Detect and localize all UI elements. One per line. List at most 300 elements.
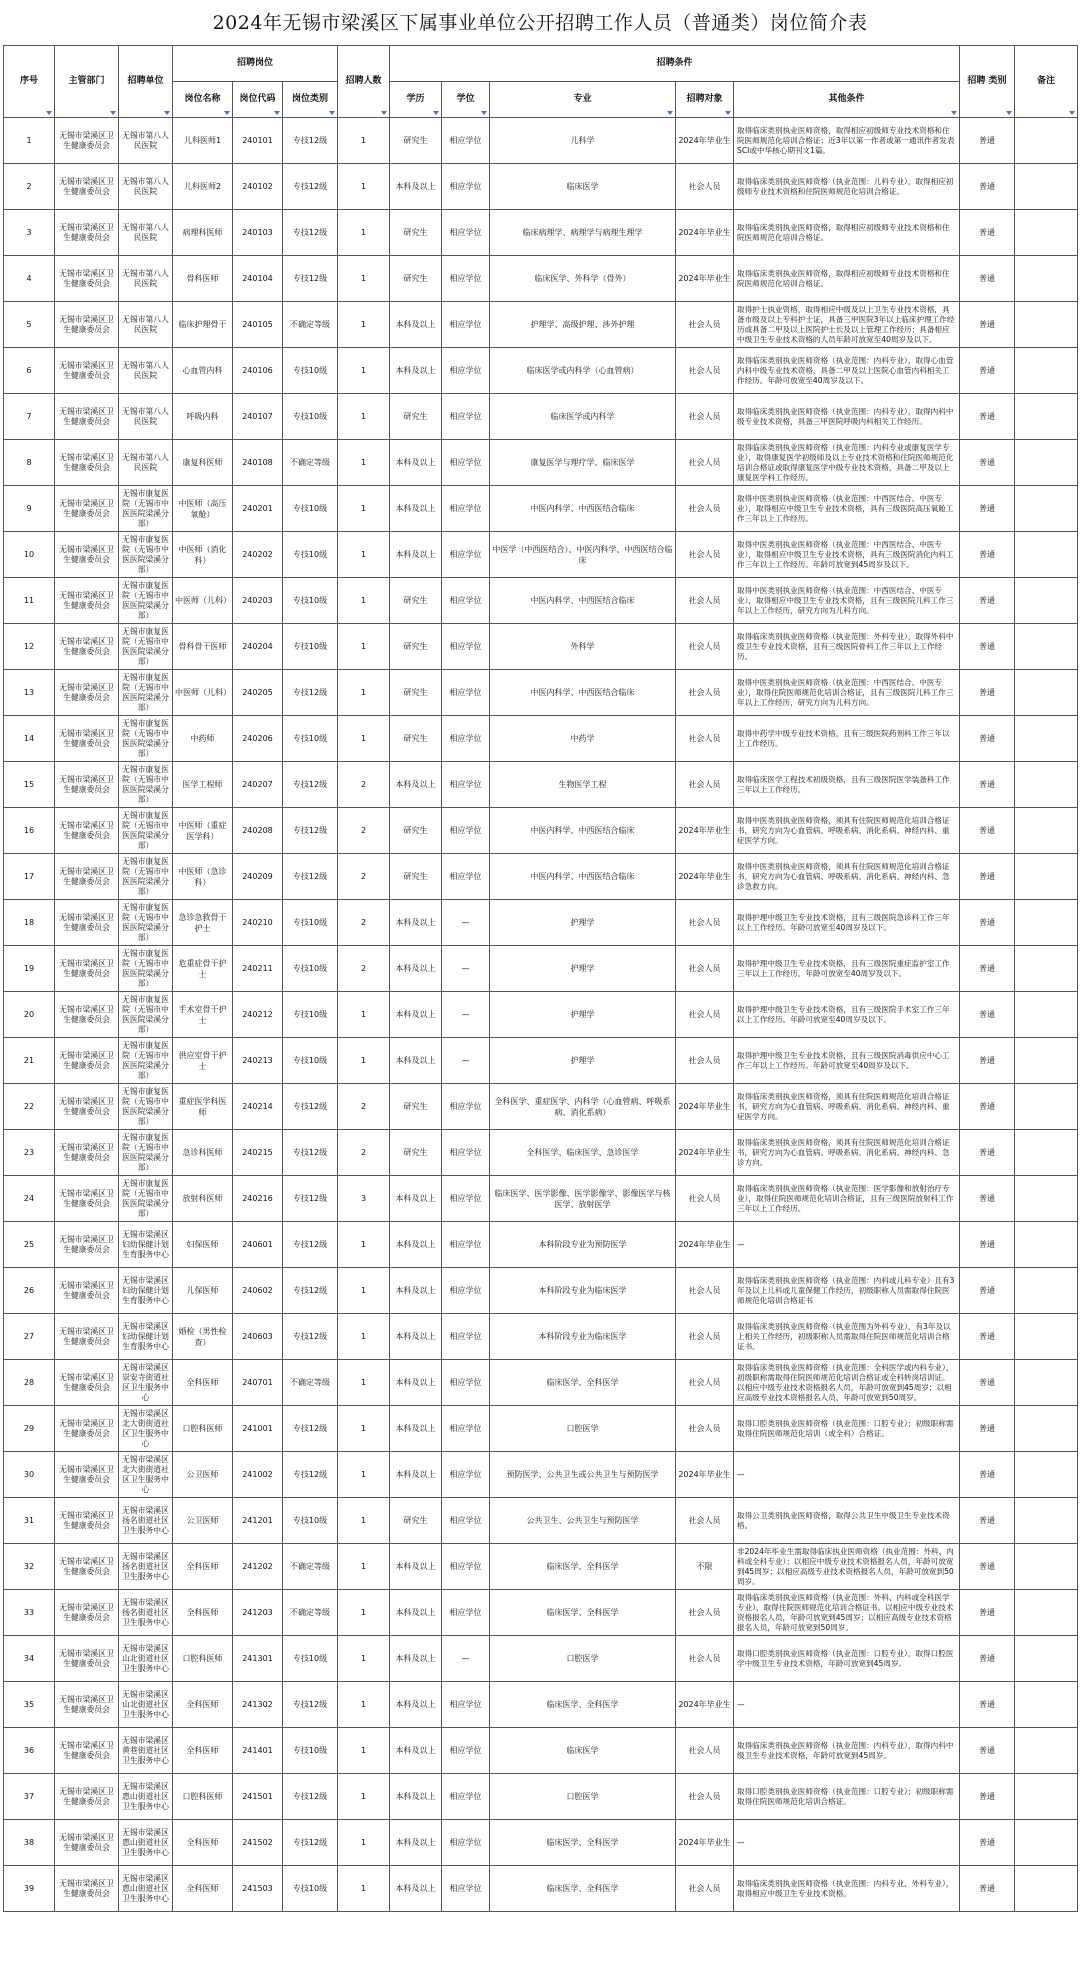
cell-target: 社会人员 [676,1314,734,1360]
cell-count: 1 [338,624,390,670]
cell-degree: 相应学位 [442,578,490,624]
cell-remark [1015,1498,1078,1544]
cell-dept: 无锡市梁溪区卫生健康委员会 [55,1636,119,1682]
cell-post-code: 240214 [233,1084,283,1130]
cell-seq: 7 [4,394,55,440]
cell-edu: 本科及以上 [390,1360,442,1406]
cell-degree: 相应学位 [442,394,490,440]
cell-other: 取得临床类别执业医师资格（执业范围为外科专业），有3年及以上相关工作经历，初级职称人员需取得住院医师规范化培训合格证书。 [734,1314,960,1360]
header-target[interactable]: 招聘对象 [676,82,734,118]
cell-count: 2 [338,762,390,808]
cell-remark [1015,486,1078,532]
cell-post-code: 240212 [233,992,283,1038]
cell-post-type: 专技12级 [283,1222,338,1268]
header-remark[interactable]: 备注 [1015,46,1078,118]
cell-count: 2 [338,1130,390,1176]
cell-target: 社会人员 [676,1774,734,1820]
cell-remark [1015,1452,1078,1498]
cell-post-type: 专技10级 [283,532,338,578]
cell-post-type: 专技12级 [283,1774,338,1820]
cell-degree: 相应学位 [442,854,490,900]
table-row [4,1636,1078,1682]
cell-post-code: 240205 [233,670,283,716]
cell-edu: 本科及以上 [390,1728,442,1774]
cell-target: 社会人员 [676,1176,734,1222]
cell-major: 全科医学、重症医学、内科学（心血管病、呼吸系病、消化系病） [490,1084,676,1130]
cell-post-name: 全科医师 [173,1544,233,1590]
cell-dept: 无锡市梁溪区卫生健康委员会 [55,118,119,164]
cell-edu: 本科及以上 [390,1820,442,1866]
header-major[interactable]: 专业 [490,82,676,118]
cell-post-code: 240103 [233,210,283,256]
cell-count: 1 [338,1038,390,1084]
cell-edu: 本科及以上 [390,164,442,210]
cell-post-name: 中药师 [173,716,233,762]
cell-major: 口腔医学 [490,1406,676,1452]
cell-edu: 研究生 [390,394,442,440]
cell-remark [1015,1084,1078,1130]
cell-post-name: 病理科医师 [173,210,233,256]
cell-edu: 研究生 [390,670,442,716]
cell-post-name: 儿科医师1 [173,118,233,164]
cell-seq: 1 [4,118,55,164]
cell-post-name: 全科医师 [173,1728,233,1774]
cell-post-name: 骨科骨干医师 [173,624,233,670]
cell-category: 普通 [960,992,1015,1038]
cell-post-type: 专技12级 [283,256,338,302]
cell-other: 取得公卫类别执业医师资格，取得公共卫生中级卫生专业技术资格。 [734,1498,960,1544]
cell-post-type: 专技12级 [283,670,338,716]
cell-other: 取得中医类别执业医师资格，须具有住院医师规范化培训合格证书，研究方向为心血管病、呼吸系病、消化系病、神经内科、急诊急救方向。 [734,854,960,900]
cell-target: 社会人员 [676,348,734,394]
table-row [4,1866,1078,1912]
cell-major: 生物医学工程 [490,762,676,808]
cell-target: 社会人员 [676,1038,734,1084]
cell-other: — [734,1682,960,1728]
cell-post-type: 专技12级 [283,1682,338,1728]
cell-dept: 无锡市梁溪区卫生健康委员会 [55,1268,119,1314]
cell-other: 非2024年毕业生需取得临床执业医师资格（执业范围：外科、内科或全科专业）；以相应中级专业技术资格报名人员，年龄可放宽到45周岁；以相应高级专业技术资格报名人员，年龄可放宽到50周岁。 [734,1544,960,1590]
cell-degree: 相应学位 [442,670,490,716]
cell-count: 1 [338,716,390,762]
cell-post-code: 240603 [233,1314,283,1360]
cell-dept: 无锡市梁溪区卫生健康委员会 [55,716,119,762]
cell-edu: 本科及以上 [390,1038,442,1084]
cell-major: 公共卫生、公共卫生与预防医学 [490,1498,676,1544]
header-dept[interactable]: 主管部门 [55,46,119,118]
cell-seq: 13 [4,670,55,716]
cell-post-name: 放射科医师 [173,1176,233,1222]
cell-count: 1 [338,1682,390,1728]
cell-target: 社会人员 [676,1636,734,1682]
cell-count: 1 [338,1498,390,1544]
cell-degree: — [442,992,490,1038]
cell-post-name: 口腔科医师 [173,1636,233,1682]
header-count[interactable]: 招聘人数 [338,46,390,118]
cell-category: 普通 [960,1314,1015,1360]
cell-remark [1015,1176,1078,1222]
cell-post-type: 不确定等级 [283,1544,338,1590]
cell-target: 社会人员 [676,532,734,578]
cell-count: 3 [338,1176,390,1222]
cell-major: 中药学 [490,716,676,762]
cell-other: 取得临床类别执业医师资格（执业范围：外科专业），取得外科中级卫生专业技术资格，且有三级医院骨科工作三年以上工作经历。 [734,624,960,670]
cell-degree: 相应学位 [442,1866,490,1912]
cell-other: 取得临床类别执业医师资格（执业范围：全科医学或内科专业），初级职称需取得住院医师规范化培训合格证或全科转岗培训证。以相应中级专业技术资格报名人员，年龄可放宽到45周岁；以相应高级专业技术资格报名人员，年龄可放宽到50周岁。 [734,1360,960,1406]
cell-major: 护理学 [490,1038,676,1084]
cell-category: 普通 [960,532,1015,578]
cell-major: 临床医学 [490,164,676,210]
table-row [4,1360,1078,1406]
cell-unit: 无锡市梁溪区山北街道社区卫生服务中心 [119,1682,173,1728]
cell-target: 社会人员 [676,486,734,532]
cell-seq: 4 [4,256,55,302]
cell-dept: 无锡市梁溪区卫生健康委员会 [55,578,119,624]
cell-post-code: 240208 [233,808,283,854]
cell-seq: 21 [4,1038,55,1084]
cell-post-type: 专技10级 [283,1728,338,1774]
cell-count: 2 [338,900,390,946]
cell-post-type: 专技12级 [283,210,338,256]
cell-category: 普通 [960,1682,1015,1728]
cell-post-name: 中医师（急诊科） [173,854,233,900]
cell-edu: 本科及以上 [390,1590,442,1636]
cell-target: 2024年毕业生 [676,1130,734,1176]
table-row [4,946,1078,992]
cell-post-type: 专技10级 [283,486,338,532]
cell-count: 1 [338,1406,390,1452]
cell-count: 1 [338,1268,390,1314]
cell-category: 普通 [960,1360,1015,1406]
cell-post-name: 康复科医师 [173,440,233,486]
cell-post-code: 240209 [233,854,283,900]
table-row [4,578,1078,624]
header-other[interactable]: 其他条件 [734,82,960,118]
cell-major: 临床医学、医学影像、医学影像学、影像医学与核医学、放射医学 [490,1176,676,1222]
header-seq[interactable]: 序号 [4,46,55,118]
cell-unit: 无锡市康复医院（无锡市中医医院梁溪分部） [119,1038,173,1084]
cell-remark [1015,440,1078,486]
cell-dept: 无锡市梁溪区卫生健康委员会 [55,1682,119,1728]
cell-dept: 无锡市梁溪区卫生健康委员会 [55,1590,119,1636]
table-row [4,1498,1078,1544]
cell-seq: 16 [4,808,55,854]
cell-count: 1 [338,1544,390,1590]
cell-other: 取得临床类别执业医师资格，取得相应初级师专业技术资格和住院医师规范化培训合格证；近3年以第一作者或第一通讯作者发表SCI或中华核心期刊文1篇。 [734,118,960,164]
cell-category: 普通 [960,716,1015,762]
table-row [4,624,1078,670]
cell-major: 全科医学、临床医学、急诊医学 [490,1130,676,1176]
cell-edu: 研究生 [390,808,442,854]
cell-seq: 18 [4,900,55,946]
cell-post-name: 全科医师 [173,1820,233,1866]
cell-target: 社会人员 [676,1728,734,1774]
cell-dept: 无锡市梁溪区卫生健康委员会 [55,854,119,900]
cell-edu: 研究生 [390,1130,442,1176]
cell-remark [1015,256,1078,302]
cell-unit: 无锡市康复医院（无锡市中医医院梁溪分部） [119,1084,173,1130]
cell-post-name: 供应室骨干护士 [173,1038,233,1084]
cell-unit: 无锡市康复医院（无锡市中医医院梁溪分部） [119,716,173,762]
table-row [4,1682,1078,1728]
cell-post-code: 240203 [233,578,283,624]
cell-post-name: 全科医师 [173,1682,233,1728]
cell-major: 护理学 [490,946,676,992]
header-degree[interactable]: 学位 [442,82,490,118]
table-row [4,808,1078,854]
cell-edu: 本科及以上 [390,1636,442,1682]
cell-unit: 无锡市梁溪区北大街街道社区卫生服务中心 [119,1406,173,1452]
cell-target: 2024年毕业生 [676,1682,734,1728]
cell-category: 普通 [960,1176,1015,1222]
cell-post-type: 专技12级 [283,1820,338,1866]
header-post-code[interactable]: 岗位代码 [233,82,283,118]
cell-degree: 相应学位 [442,1544,490,1590]
cell-remark [1015,854,1078,900]
cell-seq: 30 [4,1452,55,1498]
cell-other: 取得中医类别执业医师资格（执业范围：中西医结合、中医专业），取得相应中级卫生专业技术资格，具有三级医院消化内科工作三年以上工作经历。年龄可放宽到45周岁及以下。 [734,532,960,578]
cell-post-type: 专技12级 [283,854,338,900]
cell-seq: 32 [4,1544,55,1590]
cell-category: 普通 [960,1452,1015,1498]
cell-other: 取得口腔类别执业医师资格（执业范围：口腔专业），取得口腔医学中级卫生专业技术资格，年龄可放宽到45周岁。 [734,1636,960,1682]
cell-post-type: 专技10级 [283,1498,338,1544]
cell-edu: 本科及以上 [390,1774,442,1820]
cell-category: 普通 [960,1084,1015,1130]
header-post-name[interactable]: 岗位名称 [173,82,233,118]
cell-degree: 相应学位 [442,1820,490,1866]
cell-major: 临床医学或内科学（心血管病） [490,348,676,394]
cell-edu: 本科及以上 [390,1866,442,1912]
cell-post-name: 手术室骨干护士 [173,992,233,1038]
cell-unit: 无锡市第八人民医院 [119,302,173,348]
cell-category: 普通 [960,946,1015,992]
cell-seq: 33 [4,1590,55,1636]
cell-count: 2 [338,1084,390,1130]
cell-post-name: 全科医师 [173,1590,233,1636]
cell-post-name: 中医师（儿科） [173,670,233,716]
cell-dept: 无锡市梁溪区卫生健康委员会 [55,1038,119,1084]
cell-seq: 19 [4,946,55,992]
table-row [4,1176,1078,1222]
cell-post-name: 全科医师 [173,1866,233,1912]
cell-major: 本科阶段专业为预防医学 [490,1222,676,1268]
table-row [4,394,1078,440]
header-unit[interactable]: 招聘单位 [119,46,173,118]
cell-other: 取得中药学中级专业技术资格，且有三级医院药剂科工作三年以上工作经历。 [734,716,960,762]
cell-unit: 无锡市梁溪区扬名街道社区卫生服务中心 [119,1590,173,1636]
cell-degree: 相应学位 [442,1682,490,1728]
cell-degree: 相应学位 [442,164,490,210]
cell-post-type: 专技12级 [283,1452,338,1498]
cell-remark [1015,808,1078,854]
cell-remark [1015,1866,1078,1912]
cell-seq: 15 [4,762,55,808]
cell-unit: 无锡市第八人民医院 [119,394,173,440]
cell-post-code: 240216 [233,1176,283,1222]
cell-target: 社会人员 [676,762,734,808]
cell-unit: 无锡市第八人民医院 [119,256,173,302]
cell-major: 口腔医学 [490,1636,676,1682]
cell-dept: 无锡市梁溪区卫生健康委员会 [55,946,119,992]
cell-degree: 相应学位 [442,1452,490,1498]
cell-target: 社会人员 [676,1360,734,1406]
cell-other: 取得临床类别执业医师资格（执业范围：外科、内科或全科医学专业），取得住院医师规范化培训合格证书。以相应中级专业技术资格报名人员，年龄可放宽到45周岁；以相应高级专业技术资格报名人员，年龄可放宽到50周岁。 [734,1590,960,1636]
cell-degree: 相应学位 [442,440,490,486]
cell-count: 1 [338,302,390,348]
cell-post-code: 240105 [233,302,283,348]
cell-degree: 相应学位 [442,624,490,670]
cell-category: 普通 [960,1544,1015,1590]
cell-seq: 26 [4,1268,55,1314]
cell-dept: 无锡市梁溪区卫生健康委员会 [55,348,119,394]
cell-degree: — [442,1636,490,1682]
cell-major: 中医内科学、中西医结合临床 [490,808,676,854]
cell-unit: 无锡市康复医院（无锡市中医医院梁溪分部） [119,532,173,578]
cell-major: 口腔医学 [490,1774,676,1820]
cell-post-code: 240213 [233,1038,283,1084]
table-row [4,256,1078,302]
cell-unit: 无锡市康复医院（无锡市中医医院梁溪分部） [119,946,173,992]
cell-unit: 无锡市康复医院（无锡市中医医院梁溪分部） [119,992,173,1038]
cell-seq: 36 [4,1728,55,1774]
cell-degree: 相应学位 [442,1176,490,1222]
table-row [4,210,1078,256]
cell-dept: 无锡市梁溪区卫生健康委员会 [55,900,119,946]
cell-other: 取得中医类别执业医师资格，须具有住院医师规范化培训合格证书，研究方向为心血管病、呼吸系病、消化系病、神经内科、重症医学方向。 [734,808,960,854]
cell-count: 1 [338,210,390,256]
cell-count: 1 [338,1222,390,1268]
cell-unit: 无锡市梁溪区崇安寺街道社区卫生服务中心 [119,1360,173,1406]
cell-post-code: 240202 [233,532,283,578]
cell-post-type: 专技12级 [283,1314,338,1360]
cell-remark [1015,1728,1078,1774]
header-category[interactable]: 招聘 类别 [960,46,1015,118]
cell-target: 社会人员 [676,1590,734,1636]
cell-post-type: 专技10级 [283,1866,338,1912]
cell-post-type: 不确定等级 [283,1590,338,1636]
cell-dept: 无锡市梁溪区卫生健康委员会 [55,394,119,440]
cell-category: 普通 [960,1728,1015,1774]
cell-dept: 无锡市梁溪区卫生健康委员会 [55,762,119,808]
cell-post-code: 240201 [233,486,283,532]
cell-target: 2024年毕业生 [676,1452,734,1498]
cell-count: 1 [338,486,390,532]
cell-post-type: 专技12级 [283,1406,338,1452]
page-title: 2024年无锡市梁溪区下属事业单位公开招聘工作人员（普通类）岗位简介表 [212,12,868,34]
cell-post-type: 专技12级 [283,808,338,854]
cell-edu: 本科及以上 [390,1314,442,1360]
cell-degree: 相应学位 [442,1590,490,1636]
cell-unit: 无锡市梁溪区黄巷街道社区卫生服务中心 [119,1728,173,1774]
cell-target: 社会人员 [676,670,734,716]
cell-count: 1 [338,532,390,578]
cell-post-type: 专技10级 [283,900,338,946]
cell-target: 社会人员 [676,164,734,210]
table-row [4,164,1078,210]
cell-other: 取得口腔类别执业医师资格（执业范围：口腔专业）；初级职称需取得住院医师规范化培训合格证。 [734,1774,960,1820]
cell-seq: 5 [4,302,55,348]
cell-major: 临床医学、全科医学 [490,1544,676,1590]
cell-post-code: 240102 [233,164,283,210]
cell-post-code: 240215 [233,1130,283,1176]
table-row [4,532,1078,578]
cell-dept: 无锡市梁溪区卫生健康委员会 [55,210,119,256]
cell-category: 普通 [960,578,1015,624]
header-post-type[interactable]: 岗位类别 [283,82,338,118]
cell-unit: 无锡市康复医院（无锡市中医医院梁溪分部） [119,854,173,900]
table-row [4,348,1078,394]
cell-count: 1 [338,256,390,302]
cell-post-code: 241002 [233,1452,283,1498]
cell-post-type: 不确定等级 [283,1360,338,1406]
cell-category: 普通 [960,808,1015,854]
cell-post-type: 专技12级 [283,1176,338,1222]
cell-post-code: 240106 [233,348,283,394]
cell-dept: 无锡市梁溪区卫生健康委员会 [55,670,119,716]
cell-count: 1 [338,1728,390,1774]
cell-major: 临床医学 [490,1728,676,1774]
cell-target: 2024年毕业生 [676,1820,734,1866]
cell-count: 1 [338,348,390,394]
cell-other: 取得临床类别执业医师资格（执业范围：内科专业），取得内科中级卫生专业技术资格，年龄可放宽到45周岁。 [734,1728,960,1774]
cell-post-code: 241501 [233,1774,283,1820]
cell-post-code: 241401 [233,1728,283,1774]
cell-count: 1 [338,1636,390,1682]
cell-category: 普通 [960,1820,1015,1866]
cell-category: 普通 [960,1222,1015,1268]
table-row [4,1544,1078,1590]
cell-target: 2024年毕业生 [676,118,734,164]
cell-other: 取得临床类别执业医师资格，取得相应初级师专业技术资格和住院医师规范化培训合格证。 [734,210,960,256]
cell-degree: — [442,900,490,946]
cell-post-name: 医学工程师 [173,762,233,808]
cell-count: 1 [338,394,390,440]
cell-edu: 研究生 [390,578,442,624]
cell-post-name: 口腔科医师 [173,1774,233,1820]
cell-dept: 无锡市梁溪区卫生健康委员会 [55,1498,119,1544]
cell-seq: 14 [4,716,55,762]
cell-degree: 相应学位 [442,1130,490,1176]
cell-seq: 6 [4,348,55,394]
cell-post-type: 专技10级 [283,578,338,624]
cell-unit: 无锡市康复医院（无锡市中医医院梁溪分部） [119,670,173,716]
cell-edu: 研究生 [390,624,442,670]
cell-major: 中医学（中西医结合）、中医内科学、中西医结合临床 [490,532,676,578]
cell-degree: 相应学位 [442,716,490,762]
table-row [4,1452,1078,1498]
cell-other: 取得中医类别执业医师资格（执业范围：中西医结合、中医专业），取得住院医师规范化培训合格证，且有三级医院儿科工作三年以上工作经历，研究方向为儿科方向。 [734,670,960,716]
cell-post-code: 240108 [233,440,283,486]
cell-dept: 无锡市梁溪区卫生健康委员会 [55,1820,119,1866]
table-row [4,1590,1078,1636]
cell-dept: 无锡市梁溪区卫生健康委员会 [55,486,119,532]
cell-post-type: 专技12级 [283,1268,338,1314]
cell-post-type: 专技10级 [283,1636,338,1682]
cell-target: 社会人员 [676,1406,734,1452]
cell-degree: 相应学位 [442,1774,490,1820]
cell-degree: 相应学位 [442,1314,490,1360]
cell-other: 取得临床类别执业医师资格（执业范围：内科专业、外科专业），取得相应中级卫生专业技术资格。 [734,1866,960,1912]
cell-post-name: 呼吸内科 [173,394,233,440]
cell-other: 取得护士执业资格，取得相应中级及以上卫生专业技术资格，具备市级及以上专科护士证，具备三甲医院3年以上临床护理工作经历或具备二甲及以上医院护士长及以上管理工作经历；具备相应中级卫生专业技术资格的人员年龄可放宽至40周岁及以下。 [734,302,960,348]
cell-major: 临床医学、全科医学 [490,1360,676,1406]
header-edu[interactable]: 学历 [390,82,442,118]
cell-target: 2024年毕业生 [676,256,734,302]
cell-major: 临床病理学、病理学与病理生理学 [490,210,676,256]
cell-dept: 无锡市梁溪区卫生健康委员会 [55,1774,119,1820]
cell-remark [1015,348,1078,394]
